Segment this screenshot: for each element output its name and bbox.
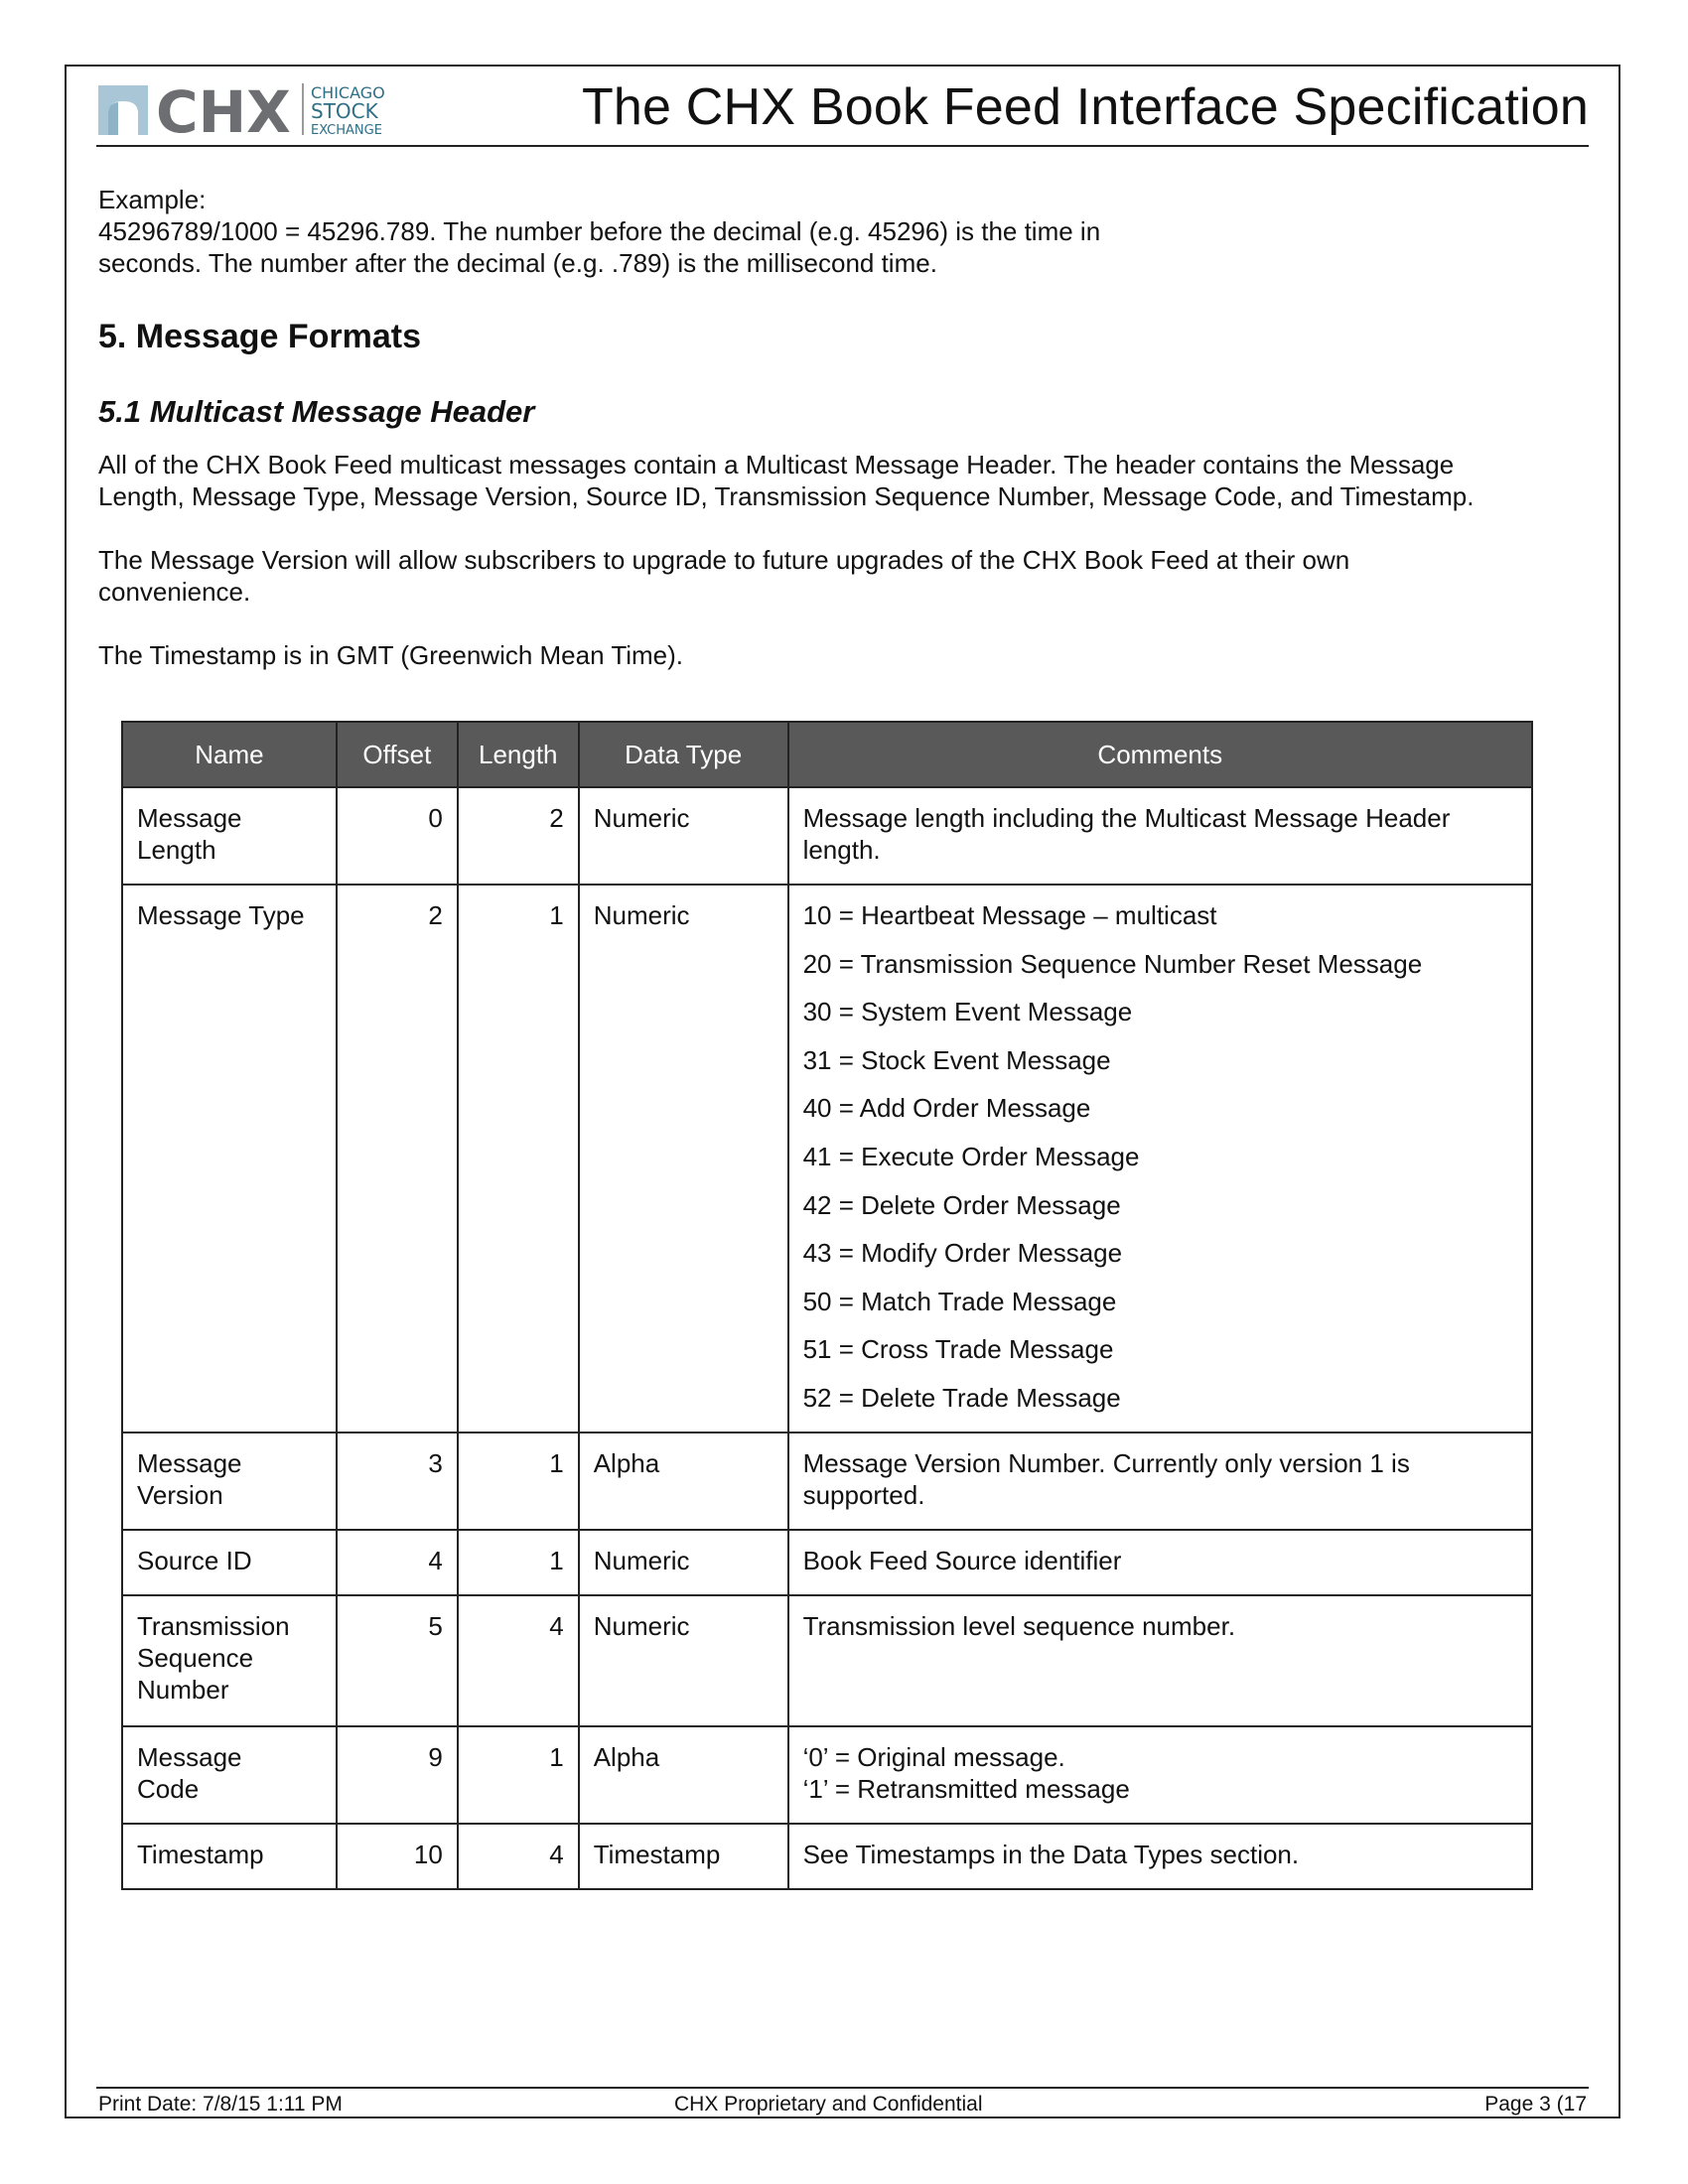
message-type-code: 31 = Stock Event Message <box>802 1044 1111 1075</box>
field-offset: 9 <box>337 1726 458 1824</box>
field-data-type: Alpha <box>579 1726 788 1824</box>
table-row <box>122 1530 1532 1595</box>
field-comments <box>788 885 1532 1433</box>
field-offset: 5 <box>337 1595 458 1726</box>
field-length: 2 <box>458 787 579 885</box>
column-header-length: Length <box>458 722 579 787</box>
field-length: 1 <box>458 1433 579 1530</box>
example-label: Example: <box>98 185 207 214</box>
message-header-table <box>121 721 1533 1890</box>
svg-text:CHICAGO: CHICAGO <box>311 83 385 102</box>
table-row <box>122 1824 1532 1889</box>
field-data-type: Timestamp <box>579 1824 788 1889</box>
chx-logo <box>96 79 404 137</box>
field-comments: ‘0’ = Original message. ‘1’ = Retransmitted message <box>788 1726 1532 1824</box>
field-length: 4 <box>458 1595 579 1726</box>
field-offset: 4 <box>337 1530 458 1595</box>
example-line-2: seconds. The number after the decimal (e.g. .789) is the millisecond time. <box>98 248 937 278</box>
table-header-row <box>122 722 1532 787</box>
column-header-data-type: Data Type <box>579 722 788 787</box>
page-number: Page 3 (17 <box>1484 2093 1587 2116</box>
table-row <box>122 787 1532 885</box>
column-header-offset: Offset <box>337 722 458 787</box>
message-type-code: 30 = System Event Message <box>802 997 1133 1027</box>
paragraph-2-line-1: The Message Version will allow subscribers to upgrade to future upgrades of the CHX Book Feed at their own <box>98 545 1350 575</box>
field-comments: See Timestamps in the Data Types section. <box>788 1824 1532 1889</box>
field-offset: 10 <box>337 1824 458 1889</box>
field-length: 1 <box>458 1530 579 1595</box>
table-row <box>122 1595 1532 1726</box>
page-header <box>96 73 1589 147</box>
section-body <box>98 449 1598 671</box>
message-type-code: 43 = Modify Order Message <box>802 1238 1123 1269</box>
message-type-code: 10 = Heartbeat Message – multicast <box>802 900 1217 930</box>
message-type-code: 51 = Cross Trade Message <box>802 1334 1114 1365</box>
column-header-name: Name <box>122 722 337 787</box>
message-type-code: 40 = Add Order Message <box>802 1093 1091 1124</box>
field-comments: Message length including the Multicast Message Header length. <box>788 787 1532 885</box>
table-row <box>122 1433 1532 1530</box>
paragraph-2-line-2: convenience. <box>98 577 251 607</box>
field-offset: 0 <box>337 787 458 885</box>
field-offset: 2 <box>337 885 458 1433</box>
field-name: Message Code <box>122 1726 337 1824</box>
field-data-type: Numeric <box>579 787 788 885</box>
field-comments: Book Feed Source identifier <box>788 1530 1532 1595</box>
page-footer <box>96 2087 1589 2116</box>
section-heading: 5. Message Formats <box>98 318 422 355</box>
example-line-1: 45296789/1000 = 45296.789. The number before the decimal (e.g. 45296) is the time in <box>98 216 1101 246</box>
paragraph-1-line-1: All of the CHX Book Feed multicast messages contain a Multicast Message Header. The header contains the Message <box>98 450 1455 479</box>
print-date: Print Date: 7/8/15 1:11 PM <box>98 2093 343 2116</box>
message-type-code: 50 = Match Trade Message <box>802 1286 1117 1316</box>
confidentiality-notice: CHX Proprietary and Confidential <box>674 2093 983 2116</box>
field-data-type: Numeric <box>579 1595 788 1726</box>
field-name: Transmission Sequence Number <box>122 1595 337 1726</box>
field-length: 1 <box>458 885 579 1433</box>
field-name: Message Type <box>122 885 337 1433</box>
document-title: The CHX Book Feed Interface Specification <box>581 78 1589 136</box>
column-header-comments: Comments <box>788 722 1532 787</box>
field-name: Message Version <box>122 1433 337 1530</box>
field-offset: 3 <box>337 1433 458 1530</box>
intro-example <box>98 184 1588 279</box>
message-type-code: 41 = Execute Order Message <box>802 1141 1140 1171</box>
field-comments: Transmission level sequence number. <box>788 1595 1532 1726</box>
message-type-code: 42 = Delete Order Message <box>802 1189 1121 1220</box>
field-length: 1 <box>458 1726 579 1824</box>
table-row <box>122 885 1532 1433</box>
field-name: Timestamp <box>122 1824 337 1889</box>
field-length: 4 <box>458 1824 579 1889</box>
paragraph-1-line-2: Length, Message Type, Message Version, Source ID, Transmission Sequence Number, Message Code, and Timestamp. <box>98 481 1475 511</box>
message-type-code: 52 = Delete Trade Message <box>802 1382 1121 1413</box>
paragraph-3: The Timestamp is in GMT (Greenwich Mean Time). <box>98 640 684 670</box>
field-name: Message Length <box>122 787 337 885</box>
table-row <box>122 1726 1532 1824</box>
subsection-heading: 5.1 Multicast Message Header <box>98 394 535 429</box>
svg-text:STOCK: STOCK <box>311 99 378 123</box>
field-name: Source ID <box>122 1530 337 1595</box>
field-comments: Message Version Number. Currently only version 1 is supported. <box>788 1433 1532 1530</box>
field-data-type: Numeric <box>579 1530 788 1595</box>
field-data-type: Numeric <box>579 885 788 1433</box>
message-type-code: 20 = Transmission Sequence Number Reset Message <box>802 948 1423 979</box>
field-data-type: Alpha <box>579 1433 788 1530</box>
svg-text:EXCHANGE: EXCHANGE <box>311 123 382 137</box>
svg-text:CHX: CHX <box>156 79 291 137</box>
